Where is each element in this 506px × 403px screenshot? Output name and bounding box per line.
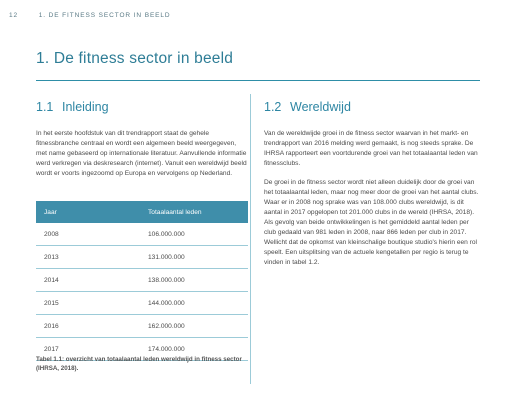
- cell-year: 2016: [36, 315, 140, 338]
- cell-members: 144.000.000: [140, 292, 248, 315]
- cell-year: 2014: [36, 269, 140, 292]
- cell-year: 2008: [36, 223, 140, 246]
- table-row: [36, 315, 248, 338]
- section-number: 1.2: [264, 100, 282, 114]
- column-header-members: Totaalaantal leden: [140, 201, 248, 223]
- cell-members: 131.000.000: [140, 246, 248, 269]
- table-row: [36, 246, 248, 269]
- table-row: [36, 292, 248, 315]
- cell-members: 138.000.000: [140, 269, 248, 292]
- column-header-year: Jaar: [36, 201, 140, 223]
- cell-year: 2017: [36, 338, 140, 361]
- cell-year: 2015: [36, 292, 140, 315]
- paragraph: De groei in de fitness sector wordt niet alleen duidelijk door de groei van het totaalaantal leden, maar nog meer door de groei van het aantal clubs. Waar er in 2008 nog sprake was van 108.000 clubs wereldwijd, is dit aantal in 2017 opgelopen tot 201.000 clubs in de wereld (IHRSA, 2018). Als gevolg van beide ontwikkelingen is het gemiddeld aantal leden per club gedaald van 981 leden in 2008, naar 866 leden per club in 2017. Wellicht dat de opkomst van kleinschalige boutique studio's hierin een rol speelt. Een uitsplitsing van de actuele kengetallen per regio is terug te vinden in tabel 1.2.: [264, 179, 479, 266]
- cell-members: 162.000.000: [140, 315, 248, 338]
- cell-members: 106.000.000: [140, 223, 248, 246]
- page-number: 12: [9, 12, 19, 19]
- section-title: Wereldwijd: [290, 100, 351, 114]
- section-number: 1.1: [36, 100, 54, 114]
- paragraph: Van de wereldwijde groei in de fitness sector waarvan in het markt- en trendrapport van 2016 melding werd gemaakt, is nog steeds sprake. De IHRSA rapporteert een voortdurende groei van het totaalaantal leden van fitnessclubs.: [264, 130, 478, 167]
- section-title: Inleiding: [62, 100, 109, 114]
- running-title: 1. DE FITNESS SECTOR IN BEELD: [38, 12, 171, 19]
- cell-members: 174.000.000: [140, 338, 248, 361]
- chapter-title-rule: [36, 80, 480, 81]
- table-row: [36, 223, 248, 246]
- cell-year: 2013: [36, 246, 140, 269]
- column-divider: [250, 94, 251, 384]
- table-header-row: [36, 201, 248, 223]
- table-caption: Tabel 1.1: overzicht van totaalaantal leden wereldwijd in fitness sector (IHRSA, 2018).: [36, 356, 242, 372]
- section-heading-inleiding: [36, 100, 109, 114]
- running-header: [9, 12, 171, 19]
- wereldwijd-body: [264, 129, 482, 268]
- inleiding-body: [36, 129, 248, 179]
- section-heading-wereldwijd: [264, 100, 351, 114]
- members-table: [36, 201, 248, 361]
- chapter-title: 1. De fitness sector in beeld: [36, 50, 234, 67]
- paragraph: In het eerste hoofdstuk van dit trendrapport staat de gehele fitnessbranche centraal en wordt een algemeen beeld weergegeven, met name gebaseerd op internationale literatuur. Aanvullende informatie werd verkregen via deskresearch (internet). Vanuit een wereldwijd beeld wordt er voorts ingezoomd op Europa en vervolgens op Nederland.: [36, 130, 247, 177]
- table-row: [36, 269, 248, 292]
